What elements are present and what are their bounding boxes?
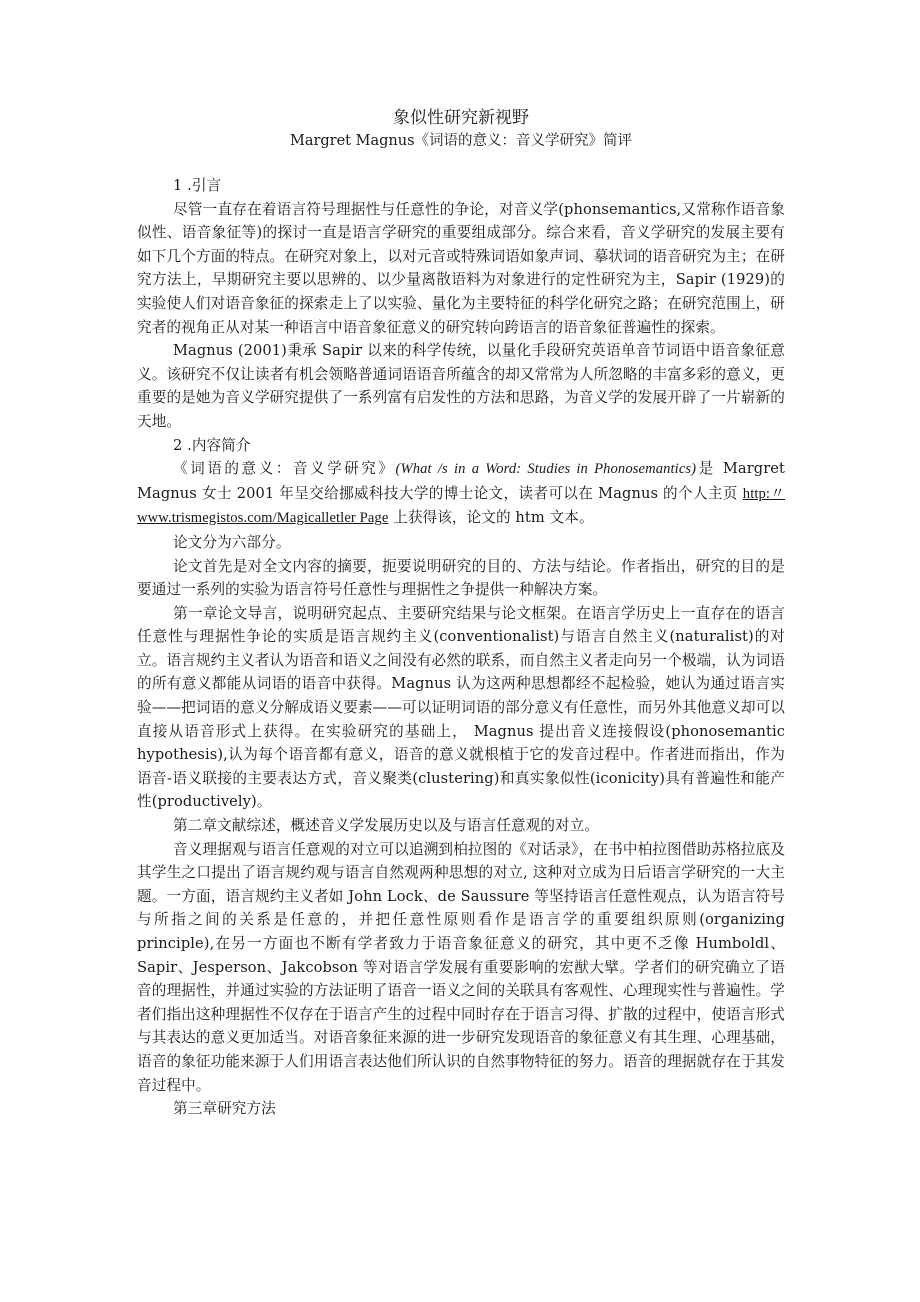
paragraph: 论文分为六部分。 — [173, 533, 291, 551]
chapter-heading: 第三章研究方法 — [173, 1100, 276, 1118]
paragraph-book-intro — [137, 457, 785, 531]
paragraph: 第一章论文导言，说明研究起点、主要研究结果与论文框架。在语言学历史上一直存在的语言任意性与理据性争论的实质是语言规约主义(conventionalist)与语言自然主义(naturalist)的对立。语言规约主义者认为语音和语义之间没有必然的联系，而自然主义者走向另一个极端，认为词语的所有意义都能从词语的语音中获得。Magnus 认为这两种思想都经不起检验，她认为通过语言实验——把词语的意义分解成语义要素——可以证明词语的部分意义有任意性，而另外其他意义却可以直接从语音形式上获得。在实验研究的基础上， Magnus 提出音义连接假设(phonosemantic hypothesis),认为每个语音都有意义，语音的意义就根植于它的发音过程中。作者进而指出，作为语音-语义联接的主要表达方式，音义聚类(clustering)和真实象似性(iconicity)具有普遍性和能产性(productively)。 — [137, 604, 785, 811]
paragraph: 音义理据观与语言任意观的对立可以追溯到柏拉图的《对话录》，在书中柏拉图借助苏格拉底及其学生之口提出了语言规约观与语言自然观两种思想的对立, 这种对立成为日后语言学研究的一大主题。一方面，语言规约主义者如 John Lock、de Saussure 等坚持语言任意性观点，认为语言符号与所指之间的关系是任意的，并把任意性原则看作是语言学的重要组织原则(organizing principle),在另一方面也不断有学者致力于语音象征意义的研究，其中更不乏像 Humboldl、Sapir、Jesperson、Jakcobson 等对语言学发展有重要影响的宏猷大擘。学者们的研究确立了语音的理据性，并通过实验的方法证明了语音一语义之间的关联具有客观性、心理现实性与普遍性。学者们指出这种理据性不仅存在于语言产生的过程中同时存在于语言习得、扩散的过程中，使语言形式与其表达的意义更加适当。对语音象征来源的进一步研究发现语音的象征意义有其生理、心理基础，语音的象征功能来源于人们用语言表达他们所认识的自然事物特征的努力。语音的理据就存在于其发音过程中。 — [137, 840, 785, 1094]
intro-text: 是 Margret Magnus 女士 2001 年呈交给挪威科技大学的博士论文，读者可以在 Magnus 的个人主页 — [137, 460, 785, 502]
paragraph: 第二章文献综述，概述音义学发展历史以及与语言任意观的对立。 — [173, 817, 600, 835]
paragraph: Magnus (2001)秉承 Sapir 以来的科学传统，以量化手段研究英语单音节词语中语音象征意义。该研究不仅让读者有机会领略普通词语语音所蕴含的却又常常为人所忽略的丰富多彩的意义，更重要的是她为音义学研究提供了一系列富有启发性的方法和思路，为音义学的发展开辟了一片崭新的天地。 — [137, 342, 785, 430]
homepage-link[interactable]: http:〃www.trismegistos.com/Magicalletler Page — [137, 485, 786, 527]
document-subtitle: Margret Magnus《词语的意义：音义学研究》简评 — [289, 133, 633, 149]
section-heading-introduction: 1 .引言 — [173, 177, 222, 194]
paragraph: 论文首先是对全文内容的摘要，扼要说明研究的目的、方法与结论。作者指出，研究的目的是要通过一系列的实验为语言符号任意性与理据性之争提供一种解决方案。 — [137, 557, 785, 599]
section-heading-summary: 2 .内容简介 — [173, 436, 251, 454]
paragraph: 尽管一直存在着语言符号理据性与任意性的争论，对音义学(phonsemantics,又常称作语音象似性、语音象征等)的探讨一直是语言学研究的重要组成部分。综合来看，音义学研究的发展主要有如下几个方面的特点。在研究对象上，以对元音或特殊词语如象声词、摹状词的语音研究为主；在研究方法上，早期研究主要以思辨的、以少量离散语料为对象进行的定性研究为主，Sapir (1929)的实验使人们对语音象征的探索走上了以实验、量化为主要特征的科学化研究之路；在研究范围上，研究者的视角正从对某一种语言中语音象征意义的研究转向跨语言的语音象征普遍性的探索。 — [137, 200, 785, 336]
book-title-cn: 《词语的意义：音义学研究》 — [173, 460, 396, 478]
document-body — [137, 174, 785, 1121]
document-page — [137, 106, 785, 1121]
intro-text-tail: 上获得该，论文的 htm 文本。 — [388, 509, 594, 527]
document-title: 象似性研究新视野 — [393, 108, 529, 128]
book-title-en: (What /s in a Word: Studies in Phonosemantics) — [395, 461, 697, 478]
